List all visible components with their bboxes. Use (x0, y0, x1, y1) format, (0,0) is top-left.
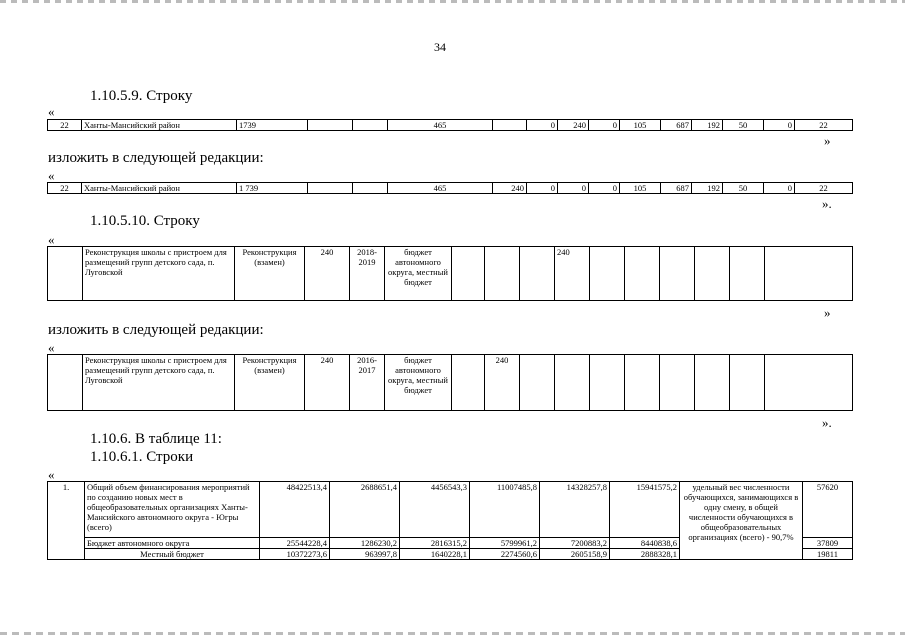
cell: 4456543,3 (400, 482, 470, 538)
cell: 2016-2017 (350, 355, 385, 411)
cell: 10372273,6 (260, 549, 330, 560)
cell: бюджет автономного округа, местный бюджет (385, 355, 452, 411)
table-row (48, 120, 853, 131)
heading-1-10-5-10: 1.10.5.10. Строку (90, 213, 200, 229)
cell (48, 247, 83, 301)
cell: 50 (723, 120, 764, 131)
cell: 7200883,2 (540, 538, 610, 549)
table-row (48, 247, 853, 301)
cell: 11007485,8 (470, 482, 540, 538)
cell (308, 120, 353, 131)
open-quote: « (48, 467, 55, 482)
open-quote: « (48, 104, 55, 119)
row-number: 1. (48, 482, 85, 560)
heading-1-10-5-9: 1.10.5.9. Строку (90, 88, 193, 104)
close-quote: » (824, 133, 831, 148)
scan-edge-top (0, 0, 905, 3)
indicator-cell: удельный вес численности обучающихся, занимающихся в одну смену, в общей численности обучающихся в общеобразовательных организациях (всего) - 90,7% (680, 482, 803, 560)
page-number: 34 (434, 40, 446, 54)
cell (695, 355, 730, 411)
cell: 1640228,1 (400, 549, 470, 560)
cell: 240 (305, 247, 350, 301)
cell (48, 355, 83, 411)
close-quote-dot: ». (822, 196, 832, 211)
cell (590, 247, 625, 301)
heading-1-10-6-1: 1.10.6.1. Строки (90, 449, 194, 465)
cell: 465 (388, 120, 493, 131)
cell: 963997,8 (330, 549, 400, 560)
cell: 22 (795, 183, 853, 194)
cell: 687 (661, 120, 692, 131)
table-row (48, 183, 853, 194)
cell: 19811 (803, 549, 853, 560)
heading-1-10-6: 1.10.6. В таблице 11: (90, 431, 222, 447)
cell (353, 183, 388, 194)
cell: 22 (48, 120, 82, 131)
cell: Ханты-Мансийский район (82, 183, 237, 194)
cell (695, 247, 730, 301)
cell: 240 (305, 355, 350, 411)
cell (353, 120, 388, 131)
cell: 240 (485, 355, 520, 411)
cell: Общий объем финансирования мероприятий по созданию новых мест в общеобразовательных организациях Ханты-Мансийского автономного округа - Югры (всего) (85, 482, 260, 538)
cell: 105 (620, 183, 661, 194)
cell: 1739 (237, 120, 308, 131)
cell: 240 (558, 120, 589, 131)
cell: Реконструкция школы с пристроем для размещений групп детского сада, п. Луговской (83, 247, 235, 301)
cell: Местный бюджет (85, 549, 260, 560)
cell: 5799961,2 (470, 538, 540, 549)
cell (308, 183, 353, 194)
table-2-old-row (47, 246, 853, 301)
cell: 2688651,4 (330, 482, 400, 538)
cell: 48422513,4 (260, 482, 330, 538)
cell: 25544228,4 (260, 538, 330, 549)
cell: 0 (764, 120, 795, 131)
cell: Бюджет автономного округа (85, 538, 260, 549)
replace-text: изложить в следующей редакции: (48, 322, 264, 338)
cell (765, 355, 853, 411)
cell: 2274560,6 (470, 549, 540, 560)
cell: 687 (661, 183, 692, 194)
cell: 240 (555, 247, 590, 301)
cell: 0 (558, 183, 589, 194)
cell: 0 (589, 183, 620, 194)
cell: 2605158,9 (540, 549, 610, 560)
cell (590, 355, 625, 411)
cell: 0 (764, 183, 795, 194)
cell (730, 247, 765, 301)
cell: Реконструкция (взамен) (235, 355, 305, 411)
cell (625, 247, 660, 301)
cell: 50 (723, 183, 764, 194)
cell: 1286230,2 (330, 538, 400, 549)
cell: 465 (388, 183, 493, 194)
replace-text: изложить в следующей редакции: (48, 150, 264, 166)
cell: Реконструкция школы с пристроем для размещений групп детского сада, п. Луговской (83, 355, 235, 411)
open-quote: « (48, 340, 55, 355)
table-1-new-row (47, 182, 853, 194)
cell: 0 (527, 120, 558, 131)
open-quote: « (48, 168, 55, 183)
table-row (48, 355, 853, 411)
cell: 14328257,8 (540, 482, 610, 538)
table-3-rows (47, 481, 853, 560)
cell (485, 247, 520, 301)
cell (520, 247, 555, 301)
cell (660, 247, 695, 301)
cell (452, 355, 485, 411)
cell: Ханты-Мансийский район (82, 120, 237, 131)
cell: 37809 (803, 538, 853, 549)
cell (625, 355, 660, 411)
close-quote: » (824, 305, 831, 320)
cell: 22 (795, 120, 853, 131)
cell: 2018-2019 (350, 247, 385, 301)
cell: 1 739 (237, 183, 308, 194)
cell: бюджет автономного округа, местный бюджет (385, 247, 452, 301)
cell: 8440838,6 (610, 538, 680, 549)
cell (555, 355, 590, 411)
cell (452, 247, 485, 301)
close-quote-dot: ». (822, 415, 832, 430)
cell: 240 (493, 183, 527, 194)
cell: 192 (692, 120, 723, 131)
cell: 0 (527, 183, 558, 194)
cell (520, 355, 555, 411)
cell: 105 (620, 120, 661, 131)
cell: 2888328,1 (610, 549, 680, 560)
cell: Реконструкция (взамен) (235, 247, 305, 301)
table-row (48, 482, 853, 538)
table-1-old-row (47, 119, 853, 131)
cell (493, 120, 527, 131)
cell (765, 247, 853, 301)
cell: 15941575,2 (610, 482, 680, 538)
cell (660, 355, 695, 411)
cell: 2816315,2 (400, 538, 470, 549)
open-quote: « (48, 232, 55, 247)
table-2-new-row (47, 354, 853, 411)
cell: 0 (589, 120, 620, 131)
cell (730, 355, 765, 411)
cell: 57620 (803, 482, 853, 538)
scan-edge-bottom (0, 632, 905, 635)
cell: 22 (48, 183, 82, 194)
cell: 192 (692, 183, 723, 194)
